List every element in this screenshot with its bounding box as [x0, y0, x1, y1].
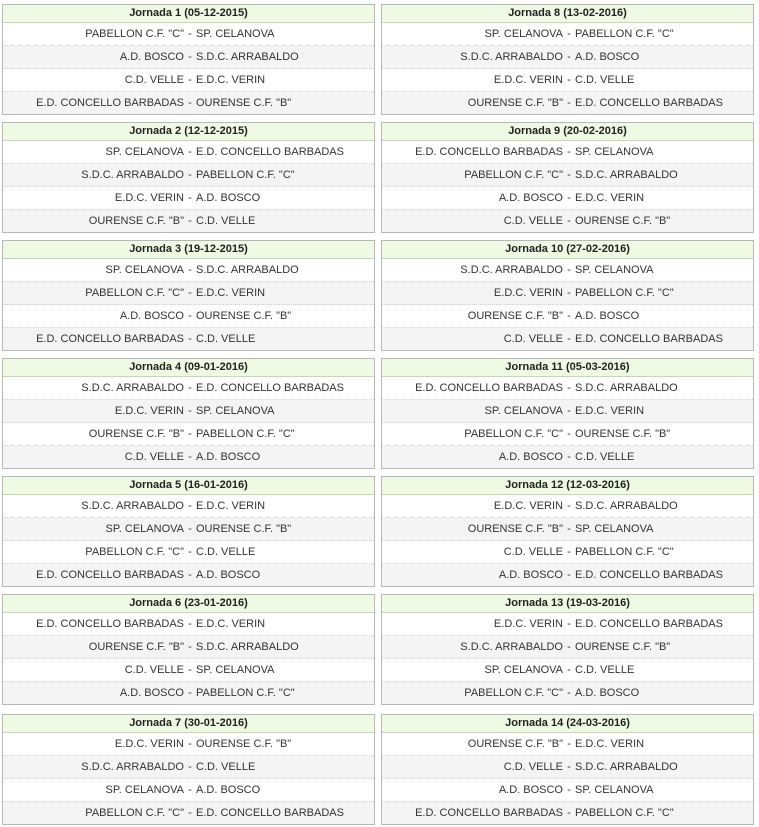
- home-team: A.D. BOSCO: [119, 687, 184, 699]
- away-team: C.D. VELLE: [196, 546, 256, 558]
- away-team: C.D. VELLE: [575, 451, 635, 463]
- home-team: S.D.C. ARRABALDO: [460, 264, 563, 276]
- match-separator: -: [567, 738, 571, 750]
- match-row: [382, 377, 753, 400]
- match-separator: -: [188, 451, 192, 463]
- away-team: S.D.C. ARRABALDO: [575, 382, 678, 394]
- jornada-title: Jornada 3 (19-12-2015): [3, 241, 374, 259]
- match-row: [3, 733, 374, 756]
- away-team: E.D.C. VERIN: [575, 192, 645, 204]
- jornada-table: [2, 4, 375, 115]
- home-team: OURENSE C.F. "B": [88, 215, 184, 227]
- away-team: S.D.C. ARRABALDO: [196, 264, 299, 276]
- home-team: OURENSE C.F. "B": [467, 310, 563, 322]
- match-row: [3, 779, 374, 802]
- match-separator: -: [567, 546, 571, 558]
- away-team: OURENSE C.F. "B": [575, 428, 671, 440]
- home-team: A.D. BOSCO: [498, 784, 563, 796]
- away-team: PABELLON C.F. "C": [575, 546, 674, 558]
- match-row: [3, 518, 374, 541]
- match-separator: -: [188, 405, 192, 417]
- match-separator: -: [567, 382, 571, 394]
- match-separator: -: [567, 287, 571, 299]
- match-separator: -: [188, 215, 192, 227]
- home-team: SP. CELANOVA: [484, 28, 563, 40]
- home-team: C.D. VELLE: [124, 664, 184, 676]
- away-team: E.D. CONCELLO BARBADAS: [575, 618, 723, 630]
- jornada-table: [381, 4, 754, 115]
- home-team: S.D.C. ARRABALDO: [460, 641, 563, 653]
- match-row: [3, 164, 374, 187]
- away-team: SP. CELANOVA: [575, 264, 654, 276]
- home-team: E.D. CONCELLO BARBADAS: [36, 97, 184, 109]
- match-separator: -: [188, 664, 192, 676]
- away-team: PABELLON C.F. "C": [575, 807, 674, 819]
- home-team: OURENSE C.F. "B": [467, 97, 563, 109]
- away-team: E.D.C. VERIN: [196, 618, 266, 630]
- home-team: E.D.C. VERIN: [114, 192, 184, 204]
- match-separator: -: [188, 761, 192, 773]
- home-team: E.D.C. VERIN: [493, 287, 563, 299]
- jornada-table: [381, 358, 754, 469]
- away-team: S.D.C. ARRABALDO: [575, 169, 678, 181]
- match-row: [3, 495, 374, 518]
- home-team: C.D. VELLE: [503, 546, 563, 558]
- home-team: SP. CELANOVA: [105, 784, 184, 796]
- home-team: OURENSE C.F. "B": [467, 738, 563, 750]
- match-row: [382, 659, 753, 682]
- match-row: [382, 210, 753, 232]
- away-team: E.D. CONCELLO BARBADAS: [196, 807, 344, 819]
- home-team: C.D. VELLE: [124, 451, 184, 463]
- away-team: OURENSE C.F. "B": [196, 738, 292, 750]
- match-row: [382, 46, 753, 69]
- away-team: PABELLON C.F. "C": [196, 428, 295, 440]
- away-team: E.D.C. VERIN: [196, 500, 266, 512]
- home-team: PABELLON C.F. "C": [85, 287, 184, 299]
- home-team: C.D. VELLE: [503, 761, 563, 773]
- match-separator: -: [567, 169, 571, 181]
- away-team: OURENSE C.F. "B": [575, 215, 671, 227]
- match-row: [382, 541, 753, 564]
- jornada-table: [2, 122, 375, 233]
- match-row: [382, 495, 753, 518]
- home-team: PABELLON C.F. "C": [464, 687, 563, 699]
- away-team: SP. CELANOVA: [575, 146, 654, 158]
- match-separator: -: [188, 569, 192, 581]
- away-team: S.D.C. ARRABALDO: [575, 500, 678, 512]
- match-separator: -: [188, 618, 192, 630]
- home-team: E.D.C. VERIN: [114, 405, 184, 417]
- match-row: [382, 187, 753, 210]
- home-team: OURENSE C.F. "B": [88, 641, 184, 653]
- away-team: SP. CELANOVA: [575, 523, 654, 535]
- match-row: [382, 282, 753, 305]
- match-separator: -: [188, 146, 192, 158]
- jornada-title: Jornada 1 (05-12-2015): [3, 5, 374, 23]
- away-team: C.D. VELLE: [196, 761, 256, 773]
- match-separator: -: [567, 664, 571, 676]
- away-team: C.D. VELLE: [196, 333, 256, 345]
- jornada-title: Jornada 8 (13-02-2016): [382, 5, 753, 23]
- away-team: E.D. CONCELLO BARBADAS: [196, 146, 344, 158]
- match-row: [3, 259, 374, 282]
- away-team: SP. CELANOVA: [196, 405, 275, 417]
- home-team: SP. CELANOVA: [105, 264, 184, 276]
- home-team: S.D.C. ARRABALDO: [81, 761, 184, 773]
- match-separator: -: [188, 310, 192, 322]
- match-row: [382, 682, 753, 704]
- match-row: [382, 564, 753, 586]
- match-row: [3, 659, 374, 682]
- match-separator: -: [567, 761, 571, 773]
- match-separator: -: [188, 51, 192, 63]
- home-team: PABELLON C.F. "C": [85, 807, 184, 819]
- match-separator: -: [567, 428, 571, 440]
- match-row: [3, 423, 374, 446]
- match-separator: -: [188, 523, 192, 535]
- home-team: E.D. CONCELLO BARBADAS: [36, 333, 184, 345]
- match-separator: -: [567, 405, 571, 417]
- away-team: SP. CELANOVA: [196, 28, 275, 40]
- match-row: [382, 636, 753, 659]
- match-separator: -: [188, 641, 192, 653]
- match-separator: -: [188, 382, 192, 394]
- match-separator: -: [567, 807, 571, 819]
- jornada-table: [2, 476, 375, 587]
- home-team: SP. CELANOVA: [105, 523, 184, 535]
- away-team: E.D.C. VERIN: [575, 405, 645, 417]
- match-separator: -: [188, 169, 192, 181]
- match-separator: -: [188, 738, 192, 750]
- match-separator: -: [567, 28, 571, 40]
- away-team: S.D.C. ARRABALDO: [196, 641, 299, 653]
- home-team: E.D. CONCELLO BARBADAS: [415, 807, 563, 819]
- jornada-title: Jornada 13 (19-03-2016): [382, 595, 753, 613]
- away-team: A.D. BOSCO: [575, 310, 640, 322]
- home-team: PABELLON C.F. "C": [85, 546, 184, 558]
- away-team: C.D. VELLE: [196, 215, 256, 227]
- home-team: C.D. VELLE: [503, 333, 563, 345]
- match-separator: -: [188, 687, 192, 699]
- match-separator: -: [188, 264, 192, 276]
- match-separator: -: [567, 687, 571, 699]
- away-team: OURENSE C.F. "B": [196, 523, 292, 535]
- home-team: E.D.C. VERIN: [493, 618, 563, 630]
- match-separator: -: [567, 333, 571, 345]
- match-separator: -: [567, 74, 571, 86]
- match-separator: -: [567, 264, 571, 276]
- match-row: [3, 23, 374, 46]
- away-team: OURENSE C.F. "B": [196, 310, 292, 322]
- home-team: A.D. BOSCO: [498, 192, 563, 204]
- match-separator: -: [188, 500, 192, 512]
- home-team: PABELLON C.F. "C": [85, 28, 184, 40]
- jornada-title: Jornada 6 (23-01-2016): [3, 595, 374, 613]
- home-team: A.D. BOSCO: [498, 451, 563, 463]
- match-separator: -: [567, 569, 571, 581]
- match-separator: -: [567, 500, 571, 512]
- jornada-title: Jornada 9 (20-02-2016): [382, 123, 753, 141]
- match-row: [382, 141, 753, 164]
- match-separator: -: [567, 146, 571, 158]
- home-team: E.D.C. VERIN: [493, 74, 563, 86]
- jornada-table: [2, 714, 375, 825]
- away-team: E.D. CONCELLO BARBADAS: [575, 333, 723, 345]
- home-team: E.D. CONCELLO BARBADAS: [415, 382, 563, 394]
- match-separator: -: [567, 451, 571, 463]
- match-separator: -: [567, 784, 571, 796]
- match-row: [382, 779, 753, 802]
- match-row: [382, 92, 753, 114]
- match-row: [382, 423, 753, 446]
- match-separator: -: [188, 287, 192, 299]
- jornada-title: Jornada 7 (30-01-2016): [3, 715, 374, 733]
- match-separator: -: [188, 97, 192, 109]
- match-row: [3, 210, 374, 232]
- jornada-title: Jornada 4 (09-01-2016): [3, 359, 374, 377]
- home-team: S.D.C. ARRABALDO: [81, 500, 184, 512]
- match-row: [3, 541, 374, 564]
- match-row: [382, 164, 753, 187]
- match-row: [3, 92, 374, 114]
- home-team: C.D. VELLE: [124, 74, 184, 86]
- jornada-title: Jornada 12 (12-03-2016): [382, 477, 753, 495]
- away-team: C.D. VELLE: [575, 664, 635, 676]
- match-separator: -: [188, 807, 192, 819]
- match-row: [3, 446, 374, 468]
- match-row: [3, 328, 374, 350]
- match-row: [382, 613, 753, 636]
- away-team: A.D. BOSCO: [575, 687, 640, 699]
- match-row: [382, 69, 753, 92]
- away-team: OURENSE C.F. "B": [196, 97, 292, 109]
- away-team: E.D. CONCELLO BARBADAS: [575, 569, 723, 581]
- match-separator: -: [188, 192, 192, 204]
- home-team: SP. CELANOVA: [484, 664, 563, 676]
- match-row: [382, 23, 753, 46]
- jornada-table: [2, 358, 375, 469]
- home-team: SP. CELANOVA: [105, 146, 184, 158]
- home-team: PABELLON C.F. "C": [464, 169, 563, 181]
- away-team: OURENSE C.F. "B": [575, 641, 671, 653]
- match-row: [382, 802, 753, 824]
- match-separator: -: [567, 641, 571, 653]
- match-separator: -: [567, 523, 571, 535]
- match-row: [3, 377, 374, 400]
- match-row: [382, 328, 753, 350]
- match-row: [3, 613, 374, 636]
- match-row: [3, 46, 374, 69]
- jornada-title: Jornada 14 (24-03-2016): [382, 715, 753, 733]
- home-team: OURENSE C.F. "B": [467, 523, 563, 535]
- match-separator: -: [567, 51, 571, 63]
- away-team: E.D.C. VERIN: [575, 738, 645, 750]
- home-team: S.D.C. ARRABALDO: [460, 51, 563, 63]
- match-row: [3, 141, 374, 164]
- away-team: E.D.C. VERIN: [196, 287, 266, 299]
- match-row: [3, 802, 374, 824]
- match-row: [3, 564, 374, 586]
- away-team: PABELLON C.F. "C": [196, 687, 295, 699]
- match-row: [3, 69, 374, 92]
- match-row: [382, 518, 753, 541]
- away-team: PABELLON C.F. "C": [196, 169, 295, 181]
- match-separator: -: [188, 74, 192, 86]
- jornada-table: [2, 240, 375, 351]
- away-team: S.D.C. ARRABALDO: [196, 51, 299, 63]
- match-row: [3, 400, 374, 423]
- away-team: S.D.C. ARRABALDO: [575, 761, 678, 773]
- home-team: A.D. BOSCO: [119, 310, 184, 322]
- jornada-table: [381, 476, 754, 587]
- away-team: SP. CELANOVA: [575, 784, 654, 796]
- jornada-table: [381, 594, 754, 705]
- jornada-table: [381, 122, 754, 233]
- away-team: PABELLON C.F. "C": [575, 28, 674, 40]
- match-row: [3, 756, 374, 779]
- home-team: PABELLON C.F. "C": [464, 428, 563, 440]
- match-row: [3, 187, 374, 210]
- match-separator: -: [567, 192, 571, 204]
- match-separator: -: [188, 546, 192, 558]
- match-separator: -: [567, 618, 571, 630]
- match-row: [382, 733, 753, 756]
- home-team: E.D. CONCELLO BARBADAS: [415, 146, 563, 158]
- away-team: SP. CELANOVA: [196, 664, 275, 676]
- jornada-title: Jornada 10 (27-02-2016): [382, 241, 753, 259]
- match-row: [382, 400, 753, 423]
- match-separator: -: [188, 28, 192, 40]
- home-team: C.D. VELLE: [503, 215, 563, 227]
- away-team: C.D. VELLE: [575, 74, 635, 86]
- jornada-title: Jornada 2 (12-12-2015): [3, 123, 374, 141]
- home-team: S.D.C. ARRABALDO: [81, 382, 184, 394]
- jornada-table: [381, 240, 754, 351]
- jornada-title: Jornada 11 (05-03-2016): [382, 359, 753, 377]
- home-team: A.D. BOSCO: [498, 569, 563, 581]
- away-team: E.D. CONCELLO BARBADAS: [196, 382, 344, 394]
- away-team: A.D. BOSCO: [196, 784, 261, 796]
- match-row: [382, 756, 753, 779]
- home-team: S.D.C. ARRABALDO: [81, 169, 184, 181]
- match-separator: -: [188, 784, 192, 796]
- match-separator: -: [567, 310, 571, 322]
- away-team: A.D. BOSCO: [196, 451, 261, 463]
- match-separator: -: [188, 333, 192, 345]
- match-separator: -: [188, 428, 192, 440]
- jornada-table: [381, 714, 754, 825]
- match-separator: -: [567, 97, 571, 109]
- away-team: A.D. BOSCO: [196, 192, 261, 204]
- home-team: SP. CELANOVA: [484, 405, 563, 417]
- match-row: [382, 259, 753, 282]
- match-row: [3, 636, 374, 659]
- away-team: E.D.C. VERIN: [196, 74, 266, 86]
- match-separator: -: [567, 215, 571, 227]
- away-team: A.D. BOSCO: [196, 569, 261, 581]
- home-team: A.D. BOSCO: [119, 51, 184, 63]
- home-team: E.D.C. VERIN: [493, 500, 563, 512]
- home-team: OURENSE C.F. "B": [88, 428, 184, 440]
- away-team: PABELLON C.F. "C": [575, 287, 674, 299]
- home-team: E.D. CONCELLO BARBADAS: [36, 618, 184, 630]
- away-team: E.D. CONCELLO BARBADAS: [575, 97, 723, 109]
- jornada-table: [2, 594, 375, 705]
- match-row: [3, 282, 374, 305]
- home-team: E.D. CONCELLO BARBADAS: [36, 569, 184, 581]
- match-row: [3, 305, 374, 328]
- away-team: A.D. BOSCO: [575, 51, 640, 63]
- match-row: [382, 446, 753, 468]
- jornada-title: Jornada 5 (16-01-2016): [3, 477, 374, 495]
- match-row: [382, 305, 753, 328]
- home-team: E.D.C. VERIN: [114, 738, 184, 750]
- match-row: [3, 682, 374, 704]
